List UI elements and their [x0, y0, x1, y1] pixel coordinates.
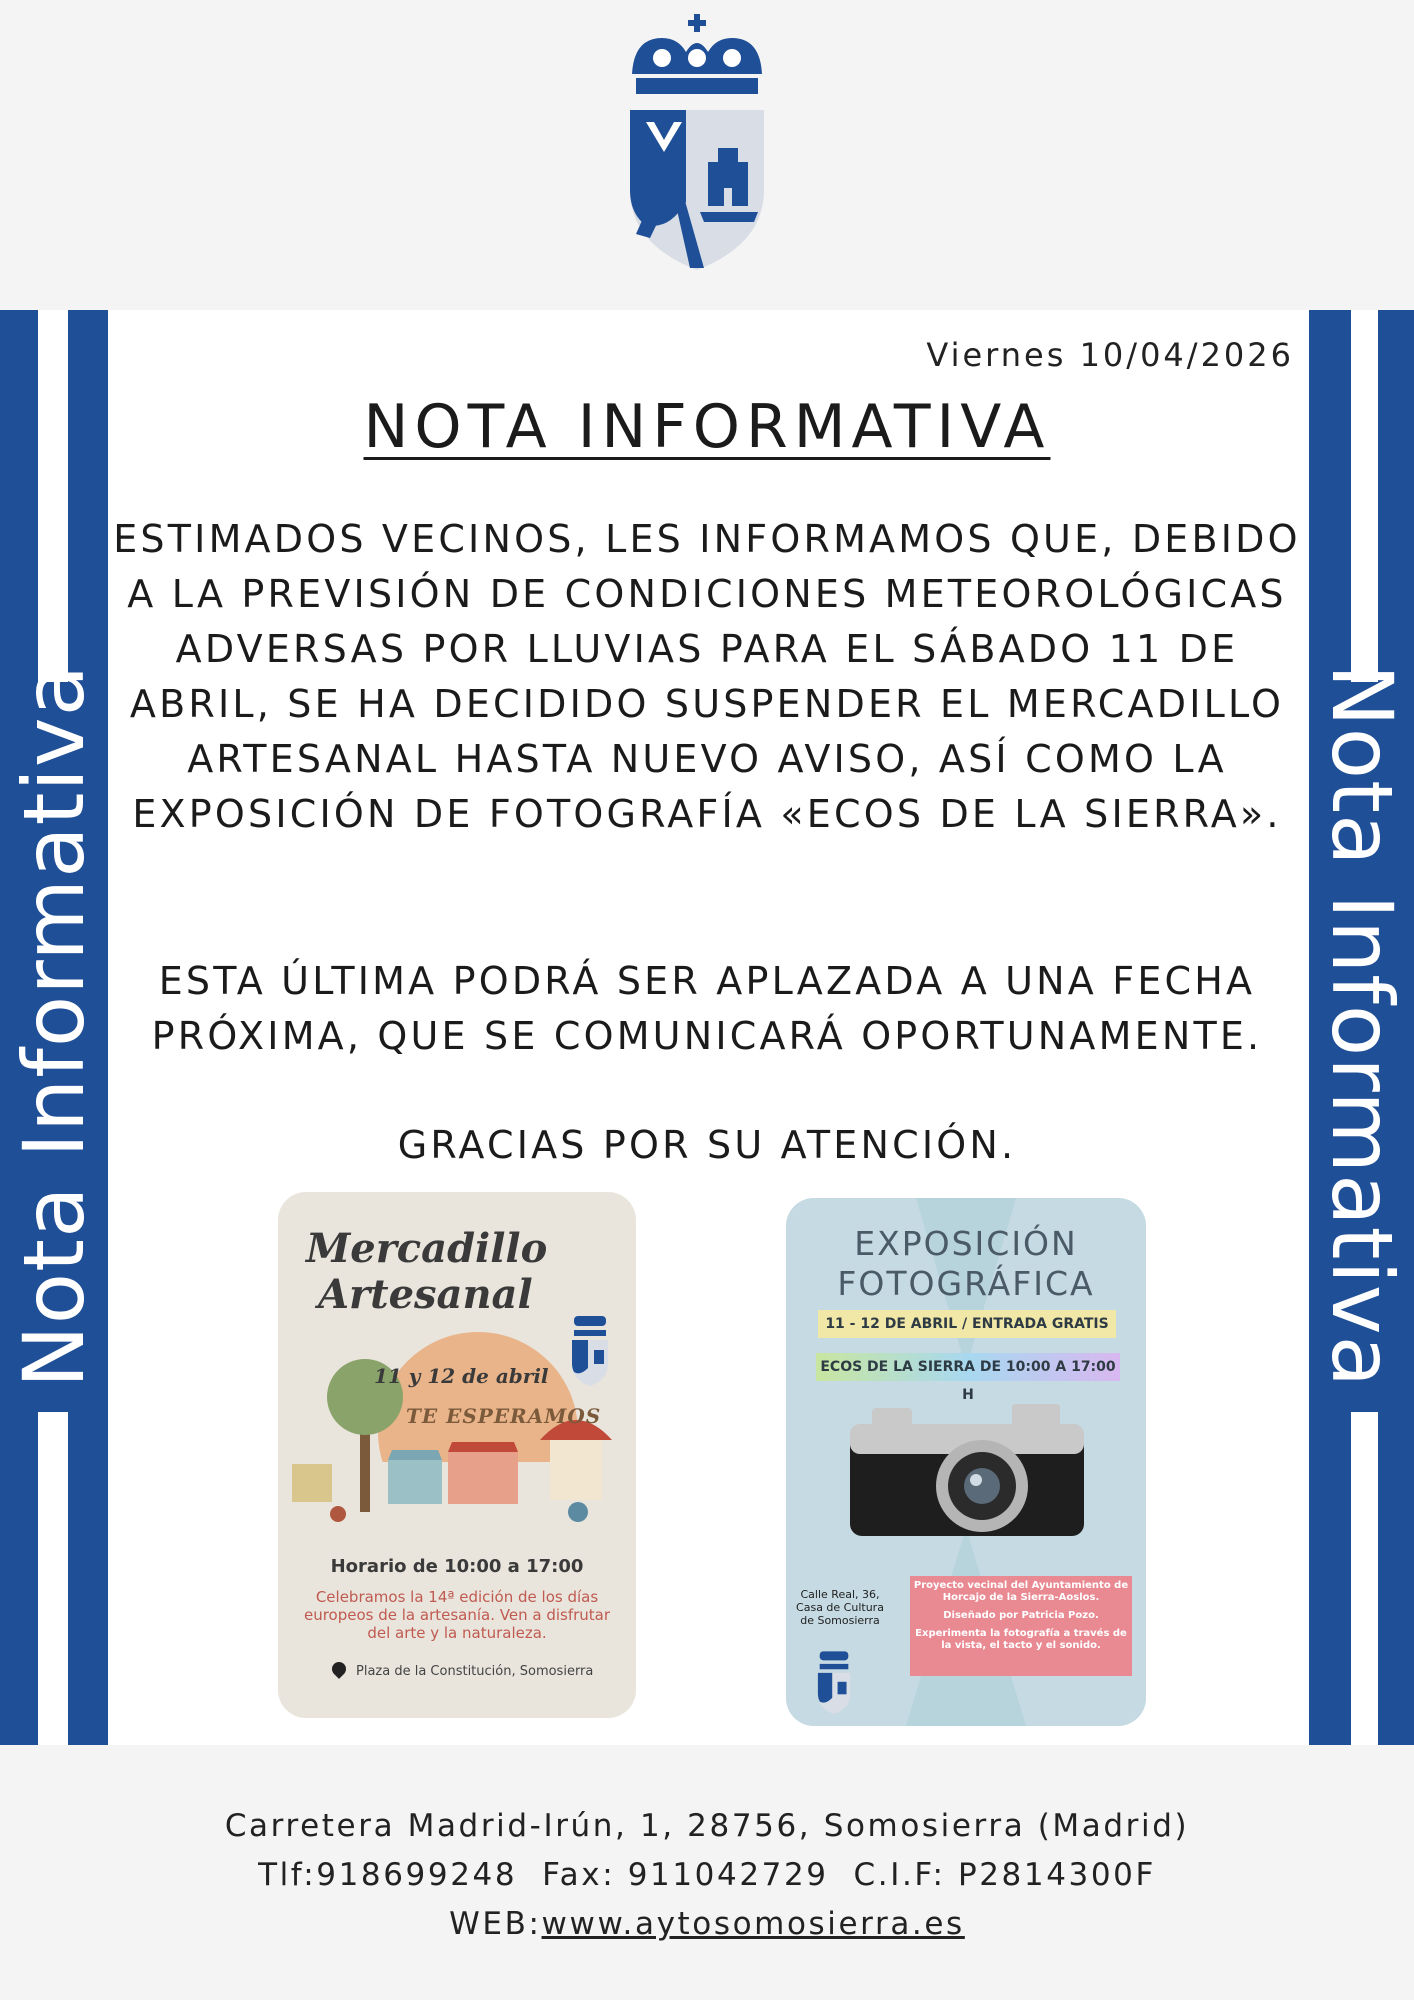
market-place: Plaza de la Constitución, Somosierra — [356, 1664, 594, 1679]
expo-address: Calle Real, 36, Casa de Cultura de Somosierra — [796, 1588, 884, 1627]
notice-paragraph-2: ESTA ÚLTIMA PODRÁ SER APLAZADA A UNA FECHA PRÓXIMA, QUE SE COMUNICARÁ OPORTUNAMENTE. — [151, 959, 1263, 1058]
notice-paragraph-1: ESTIMADOS VECINOS, LES INFORMAMOS QUE, DEBIDO A LA PREVISIÓN DE CONDICIONES METEOROLÓGICAS ADVERSAS POR LLUVIAS PARA EL SÁBADO 11 DE ABRIL, SE HA DECIDIDO SUSPENDER EL MERCADILLO ARTESANAL HASTA NUEVO AVISO, ASÍ COMO LA EXPOSICIÓN DE FOTOGRAFÍA «ECOS DE LA SIERRA». — [113, 517, 1301, 836]
expo-hours-band: ECOS DE LA SIERRA DE 10:00 A 17:00 H — [816, 1353, 1120, 1381]
notice-body — [110, 512, 1304, 842]
expo-note-3: Experimenta la fotografía a través de la vista, el tacto y el sonido. — [915, 1628, 1127, 1651]
expo-title — [786, 1224, 1146, 1304]
notice-body-2 — [110, 954, 1304, 1064]
market-title-line-1: Mercadillo — [306, 1225, 548, 1272]
side-label-left: Nota Informativa — [5, 663, 103, 1389]
crest-small-icon-2 — [816, 1646, 852, 1714]
expo-title-line-2: FOTOGRÁFICA — [837, 1264, 1095, 1303]
expo-note-1: Proyecto vecinal del Ayuntamiento de Horcajo de la Sierra-Aoslos. — [913, 1580, 1129, 1603]
page-title: NOTA INFORMATIVA — [363, 392, 1051, 462]
notice-paragraph-3: GRACIAS POR SU ATENCIÓN. — [397, 1123, 1017, 1167]
crest-small-icon — [570, 1310, 610, 1386]
side-label-right: Nota Informativa — [1313, 663, 1411, 1389]
coat-of-arms-icon — [628, 12, 766, 272]
expo-note-2: Diseñado por Patricia Pozo. — [943, 1610, 1099, 1621]
notice-date: Viernes 10/04/2026 — [926, 336, 1294, 374]
market-description: Celebramos la 14ª edición de los días europeos de la artesanía. Ven a disfrutar del arte y la naturaleza. — [303, 1588, 611, 1642]
website-link[interactable]: www.aytosomosierra.es — [541, 1906, 965, 1942]
expo-poster — [786, 1198, 1146, 1726]
footer-web — [0, 1906, 1414, 1942]
camera-icon — [842, 1394, 1092, 1554]
market-dates: 11 y 12 de abril — [374, 1364, 549, 1388]
footer-contact: Tlf:918699248 Fax: 911042729 C.I.F: P2814300F — [258, 1857, 1156, 1893]
market-poster — [278, 1192, 636, 1718]
location-pin-icon — [329, 1659, 349, 1679]
market-title-line-2: Artesanal — [318, 1271, 533, 1318]
notice-body-3 — [110, 1118, 1304, 1173]
footer-address: Carretera Madrid-Irún, 1, 28756, Somosierra (Madrid) — [224, 1808, 1190, 1844]
expo-info-box — [910, 1576, 1132, 1676]
market-slogan: TE ESPERAMOS — [406, 1404, 602, 1428]
expo-dates-band: 11 - 12 DE ABRIL / ENTRADA GRATIS — [818, 1310, 1116, 1338]
expo-title-line-1: EXPOSICIÓN — [854, 1224, 1078, 1263]
market-hours: Horario de 10:00 a 17:00 — [330, 1556, 584, 1577]
footer-web-label: WEB: — [449, 1906, 542, 1942]
